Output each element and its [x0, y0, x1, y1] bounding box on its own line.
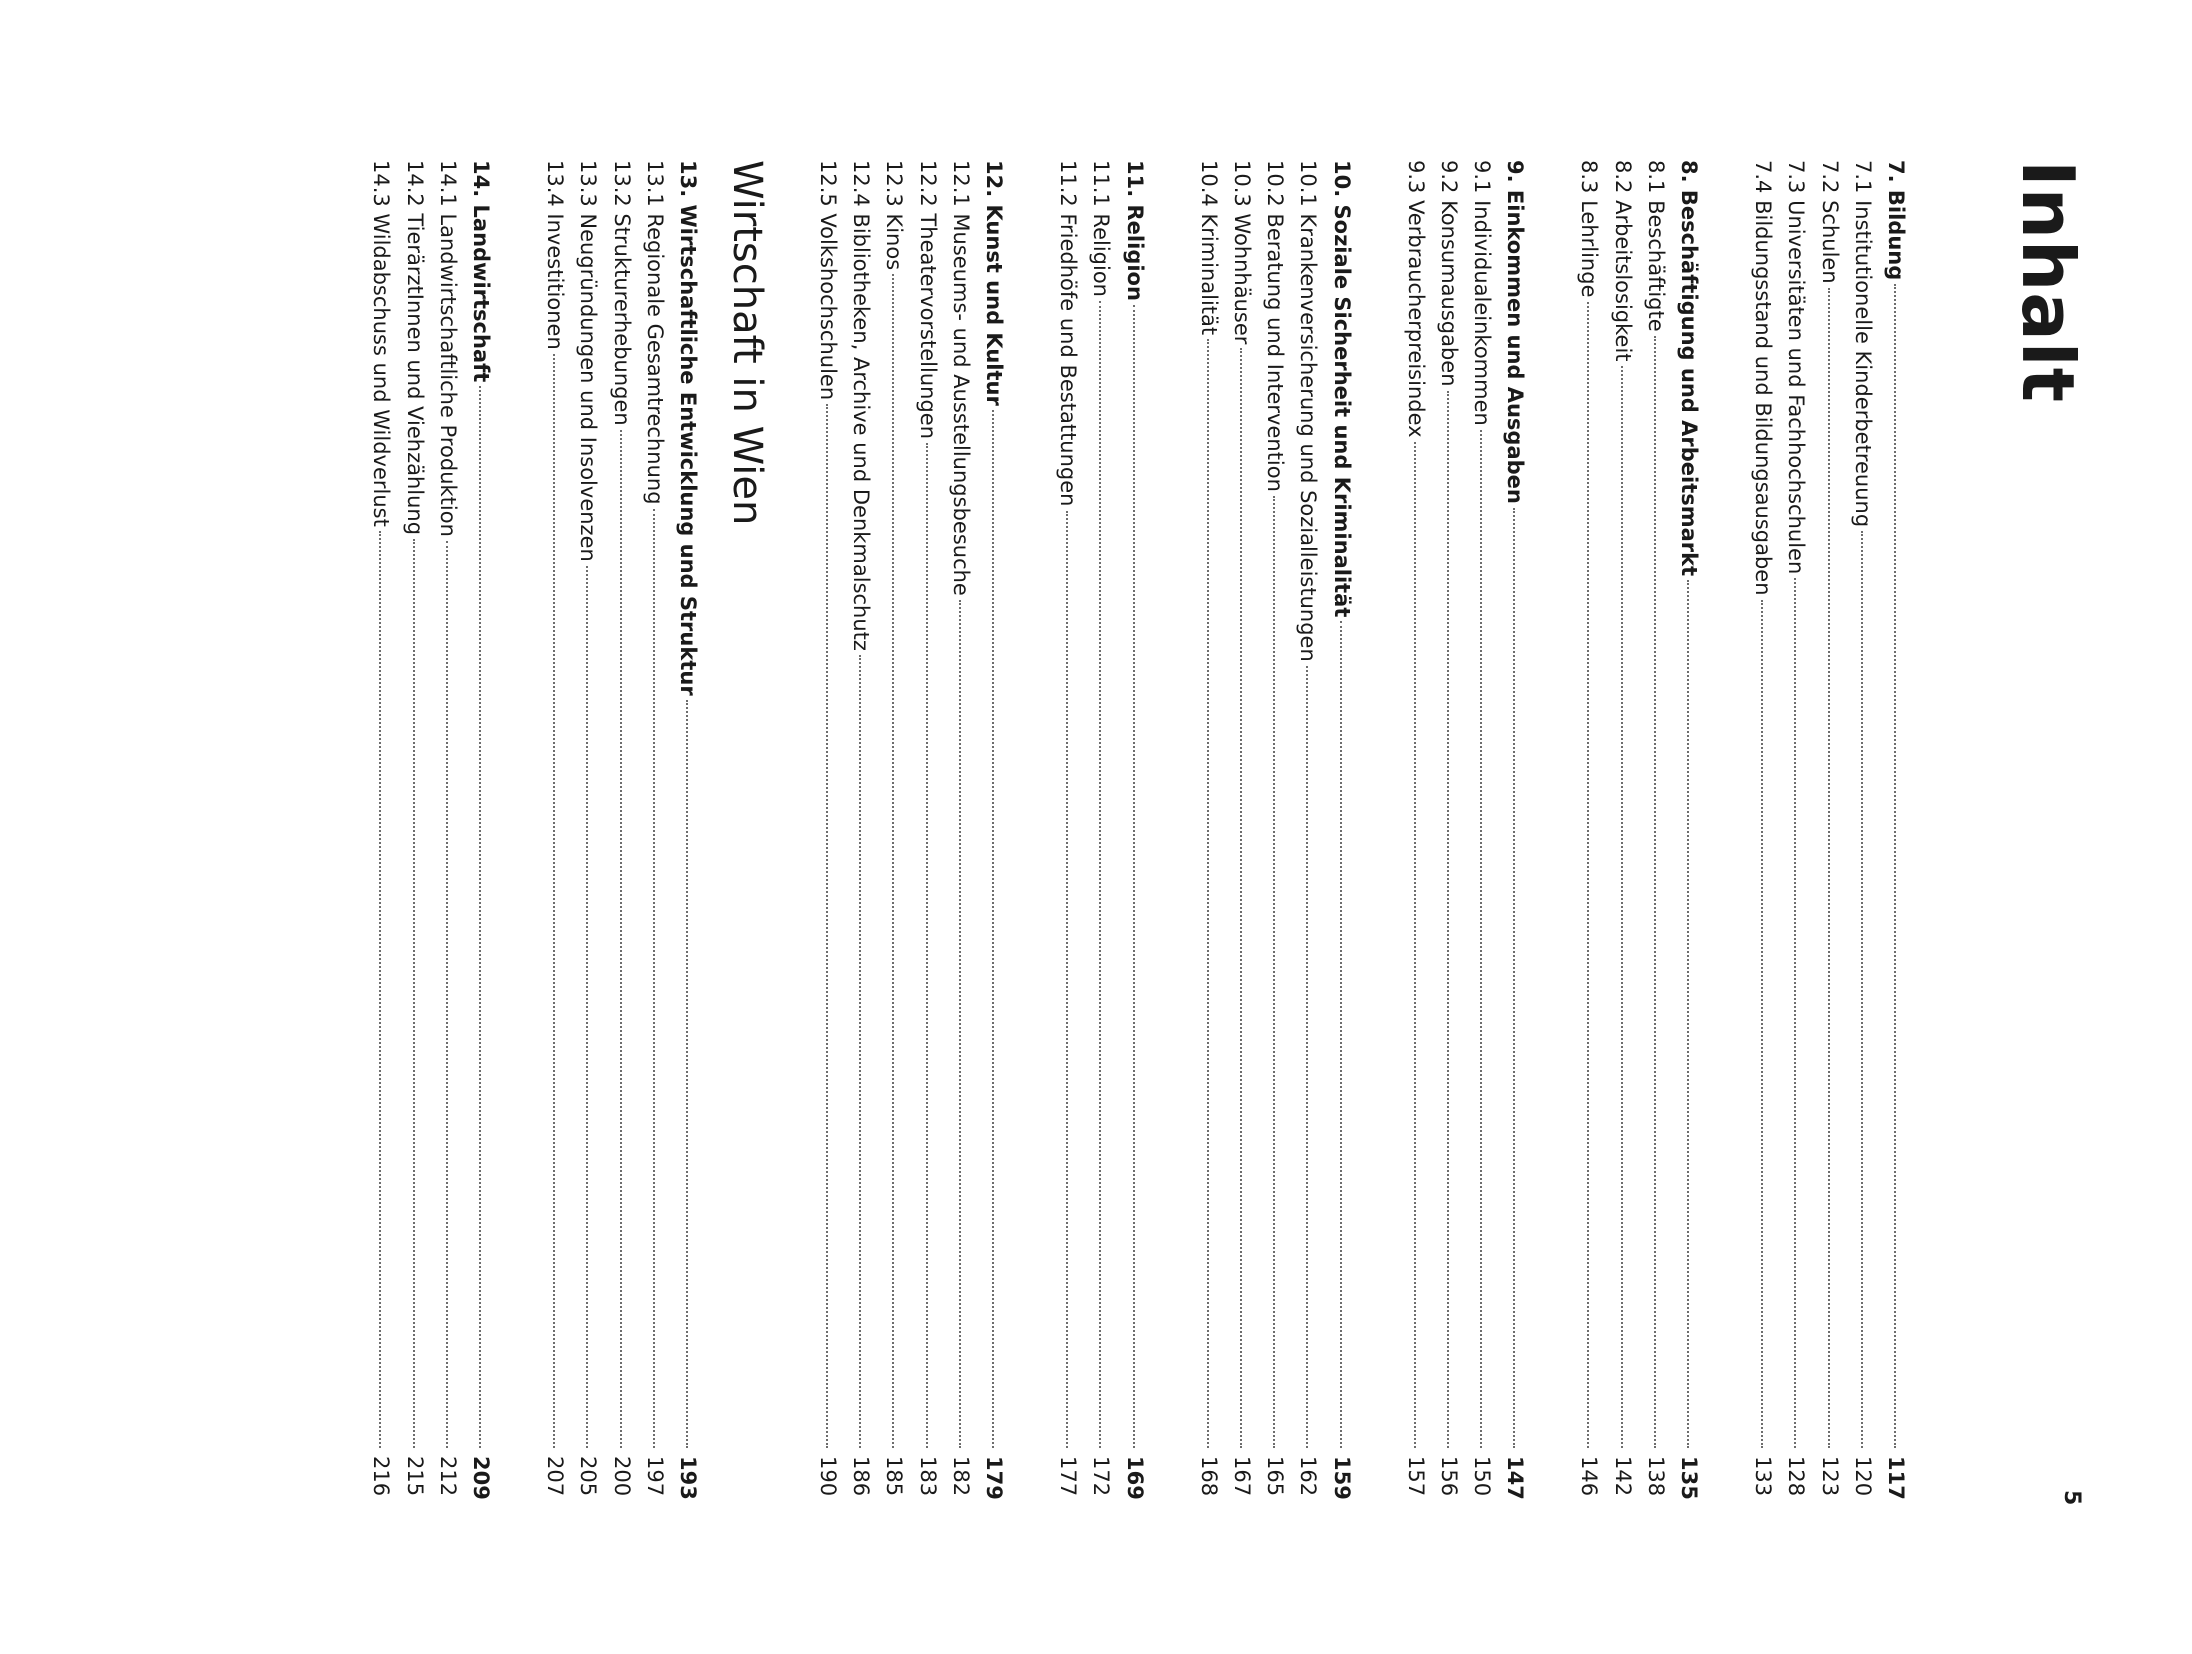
dotted-leader: [379, 531, 381, 1448]
toc-entry[interactable]: [1225, 160, 1258, 1497]
dotted-leader: [1066, 511, 1068, 1449]
toc-entry[interactable]: [1779, 160, 1812, 1497]
toc-entry-page: 159: [1329, 1456, 1354, 1500]
toc-entry-page: 128: [1784, 1456, 1809, 1497]
dotted-leader: [446, 541, 448, 1448]
dotted-leader: [413, 539, 415, 1448]
toc-entry[interactable]: [1291, 160, 1324, 1497]
toc-entry-page: 167: [1230, 1456, 1254, 1497]
dotted-leader: [1133, 305, 1135, 1448]
toc-entry-label: 14.3 Wildabschuss und Wildverlust: [369, 160, 394, 527]
toc-entry[interactable]: [604, 160, 637, 1497]
dotted-leader: [586, 566, 588, 1448]
toc-entry-label: 7.3 Universitäten und Fachhochschulen: [1784, 160, 1809, 575]
dotted-leader: [1687, 580, 1689, 1448]
toc-entry-label: 8. Beschäftigung und Arbeitsmarkt: [1677, 160, 1702, 577]
toc-entry-label: 14.1 Landwirtschaftliche Produktion: [435, 160, 460, 537]
toc-entry-label: 7.2 Schulen: [1817, 160, 1842, 284]
toc-chapter: [1746, 160, 1912, 1500]
toc-entry-label: 14. Landwirtschaft: [469, 160, 493, 383]
dotted-leader: [553, 354, 555, 1448]
dotted-leader: [1306, 666, 1308, 1448]
toc-chapter: [1192, 160, 1358, 1500]
toc-entry[interactable]: [1465, 160, 1498, 1497]
toc-entry-label: 13.2 Strukturerhebungen: [609, 160, 634, 426]
dotted-leader: [992, 410, 994, 1448]
toc-entry[interactable]: [1812, 160, 1845, 1497]
toc-chapter-heading[interactable]: [1324, 160, 1357, 1500]
dotted-leader: [1414, 442, 1416, 1448]
toc-chapter-heading[interactable]: [1117, 160, 1150, 1500]
toc-entry-page: 135: [1677, 1456, 1702, 1500]
dotted-leader: [1828, 288, 1830, 1448]
toc-chapter-heading[interactable]: [464, 160, 497, 1500]
toc-chapter: [811, 160, 1010, 1500]
dotted-leader: [1794, 578, 1796, 1448]
toc-entry-page: 162: [1296, 1456, 1321, 1497]
dotted-leader: [620, 430, 622, 1448]
toc-entry-label: 9.2 Konsumausgaben: [1436, 160, 1461, 387]
toc-entry[interactable]: [364, 160, 397, 1497]
toc-entry-label: 9. Einkommen und Ausgaben: [1503, 160, 1528, 504]
toc-entry[interactable]: [1051, 160, 1084, 1497]
toc-entry[interactable]: [1258, 160, 1291, 1497]
dotted-leader: [1447, 391, 1449, 1448]
toc-entry[interactable]: [1192, 160, 1225, 1497]
toc-entry-page: 169: [1122, 1456, 1147, 1500]
toc-groups-economy: [364, 160, 704, 1500]
dotted-leader: [1588, 302, 1590, 1449]
toc-chapter-heading[interactable]: [1498, 160, 1531, 1500]
toc-entry-label: 13.1 Regionale Gesamtrechnung: [642, 160, 667, 505]
toc-entry-label: 12.3 Kinos: [882, 160, 907, 271]
toc-entry[interactable]: [877, 160, 910, 1497]
toc-entry[interactable]: [1639, 160, 1672, 1497]
toc-entry-page: 142: [1610, 1456, 1635, 1497]
toc-entry-label: 8.3 Lehrlinge: [1577, 160, 1602, 298]
toc-entry[interactable]: [844, 160, 877, 1497]
toc-entry-label: 11.1 Religion: [1089, 160, 1114, 297]
toc-chapter: [538, 160, 704, 1500]
toc-entry-label: 10.1 Krankenversicherung und Sozialleistungen: [1296, 160, 1321, 662]
toc-chapter: [364, 160, 497, 1500]
toc-entry-label: 9.3 Verbraucherpreisindex: [1403, 160, 1428, 438]
toc-entry-page: 190: [816, 1456, 841, 1497]
toc-groups-society: [811, 160, 1912, 1500]
dotted-leader: [1207, 339, 1209, 1448]
toc-entry-label: 10.2 Beratung und Intervention: [1263, 160, 1288, 492]
toc-entry-page: 168: [1196, 1456, 1221, 1497]
dotted-leader: [1894, 284, 1896, 1448]
toc-entry-label: 13.4 Investitionen: [543, 160, 568, 350]
dotted-leader: [479, 386, 481, 1448]
toc-entry-page: 179: [982, 1456, 1007, 1500]
dotted-leader: [1480, 430, 1482, 1448]
toc-entry[interactable]: [811, 160, 844, 1497]
toc-entry-label: 12.5 Volkshochschulen: [816, 160, 841, 401]
toc-entry-page: 146: [1577, 1456, 1602, 1497]
toc-entry-page: 205: [576, 1456, 601, 1497]
dotted-leader: [893, 274, 895, 1448]
toc-entry-page: 133: [1751, 1456, 1776, 1497]
toc-chapter-heading[interactable]: [1672, 160, 1705, 1500]
toc-entry-page: 172: [1089, 1456, 1114, 1497]
section-title: Wirtschaft in Wien: [723, 160, 770, 526]
toc-entry[interactable]: [571, 160, 604, 1497]
dotted-leader: [1761, 600, 1763, 1448]
toc-chapter: [1572, 160, 1705, 1500]
toc-entry[interactable]: [1606, 160, 1639, 1497]
toc-entry[interactable]: [431, 160, 464, 1497]
toc-chapter: [1399, 160, 1532, 1500]
toc-entry[interactable]: [397, 160, 430, 1497]
toc-entry-label: 7.1 Institutionelle Kinderbetreuung: [1850, 160, 1875, 528]
toc-entry-label: 10.3 Wohnhäuser: [1230, 160, 1254, 345]
page-number: 5: [2059, 1490, 2084, 1506]
toc-entry-label: 14.2 TierärztInnen und Viehzählung: [402, 160, 427, 536]
page-title: Inhalt: [2006, 160, 2090, 403]
toc-entry[interactable]: [1399, 160, 1432, 1497]
table-of-contents: [323, 160, 1912, 1500]
toc-entry-label: 9.1 Individualeinkommen: [1470, 160, 1495, 426]
toc-entry-label: 12. Kunst und Kultur: [982, 160, 1007, 406]
toc-entry-page: 138: [1643, 1456, 1668, 1497]
toc-entry-page: 216: [369, 1456, 394, 1497]
toc-entry-page: 157: [1403, 1456, 1428, 1497]
toc-entry[interactable]: [944, 160, 977, 1497]
toc-entry-label: 7. Bildung: [1884, 160, 1908, 281]
dotted-leader: [1273, 496, 1275, 1448]
toc-chapter-heading[interactable]: [977, 160, 1010, 1500]
toc-entry[interactable]: [1432, 160, 1465, 1497]
toc-entry[interactable]: [1746, 160, 1779, 1497]
toc-entry-page: 197: [642, 1456, 667, 1497]
toc-entry-label: 7.4 Bildungsstand und Bildungsausgaben: [1751, 160, 1776, 596]
toc-entry-label: 8.2 Arbeitslosigkeit: [1610, 160, 1635, 362]
toc-entry-page: 120: [1850, 1456, 1875, 1497]
toc-entry-label: 12.2 Theatervorstellungen: [915, 160, 940, 439]
toc-entry-page: 183: [915, 1456, 940, 1497]
toc-entry-page: 147: [1503, 1456, 1528, 1500]
toc-chapter: [1051, 160, 1151, 1500]
toc-chapter-heading[interactable]: [1879, 160, 1912, 1500]
dotted-leader: [1621, 366, 1623, 1448]
toc-entry-page: 185: [882, 1456, 907, 1497]
toc-entry-page: 182: [948, 1456, 973, 1497]
toc-entry-label: 13. Wirtschaftliche Entwicklung und Struktur: [675, 160, 700, 696]
dotted-leader: [959, 600, 961, 1448]
toc-entry[interactable]: [538, 160, 571, 1497]
toc-entry-page: 209: [469, 1456, 493, 1500]
dotted-leader: [1654, 336, 1656, 1448]
dotted-leader: [859, 655, 861, 1448]
toc-entry-page: 186: [849, 1456, 874, 1497]
dotted-leader: [1340, 621, 1342, 1448]
toc-entry-page: 193: [675, 1456, 700, 1500]
dotted-leader: [1861, 531, 1863, 1448]
toc-entry-label: 8.1 Beschäftigte: [1643, 160, 1668, 332]
toc-entry[interactable]: [1572, 160, 1605, 1497]
dotted-leader: [1513, 508, 1515, 1448]
toc-entry[interactable]: [638, 160, 671, 1497]
toc-entry-label: 13.3 Neugründungen und Insolvenzen: [576, 160, 601, 562]
dotted-leader: [1099, 301, 1101, 1448]
toc-entry[interactable]: [1846, 160, 1879, 1497]
toc-entry-label: 12.1 Museums- und Ausstellungsbesuche: [948, 160, 973, 596]
toc-entry-page: 207: [543, 1456, 568, 1497]
toc-chapter-heading[interactable]: [671, 160, 704, 1500]
toc-entry[interactable]: [911, 160, 944, 1497]
toc-entry-page: 156: [1436, 1456, 1461, 1497]
toc-entry-page: 165: [1263, 1456, 1288, 1497]
toc-entry-page: 200: [609, 1456, 634, 1497]
dotted-leader: [826, 404, 828, 1448]
toc-entry-label: 11.2 Friedhöfe und Bestattungen: [1056, 160, 1081, 507]
dotted-leader: [653, 509, 655, 1448]
toc-entry-page: 150: [1470, 1456, 1495, 1497]
toc-entry-page: 117: [1884, 1456, 1908, 1500]
toc-entry-label: 10. Soziale Sicherheit und Kriminalität: [1329, 160, 1354, 618]
toc-entry[interactable]: [1084, 160, 1117, 1497]
toc-entry-label: 12.4 Bibliotheken, Archive und Denkmalschutz: [849, 160, 874, 651]
toc-entry-page: 177: [1056, 1456, 1081, 1497]
toc-entry-page: 123: [1817, 1456, 1842, 1497]
toc-entry-page: 215: [402, 1456, 427, 1497]
toc-entry-page: 212: [435, 1456, 460, 1497]
toc-entry-label: 10.4 Kriminalität: [1196, 160, 1221, 336]
toc-entry-label: 11. Religion: [1122, 160, 1147, 301]
dotted-leader: [1240, 348, 1242, 1448]
dotted-leader: [926, 443, 928, 1448]
dotted-leader: [686, 700, 688, 1448]
